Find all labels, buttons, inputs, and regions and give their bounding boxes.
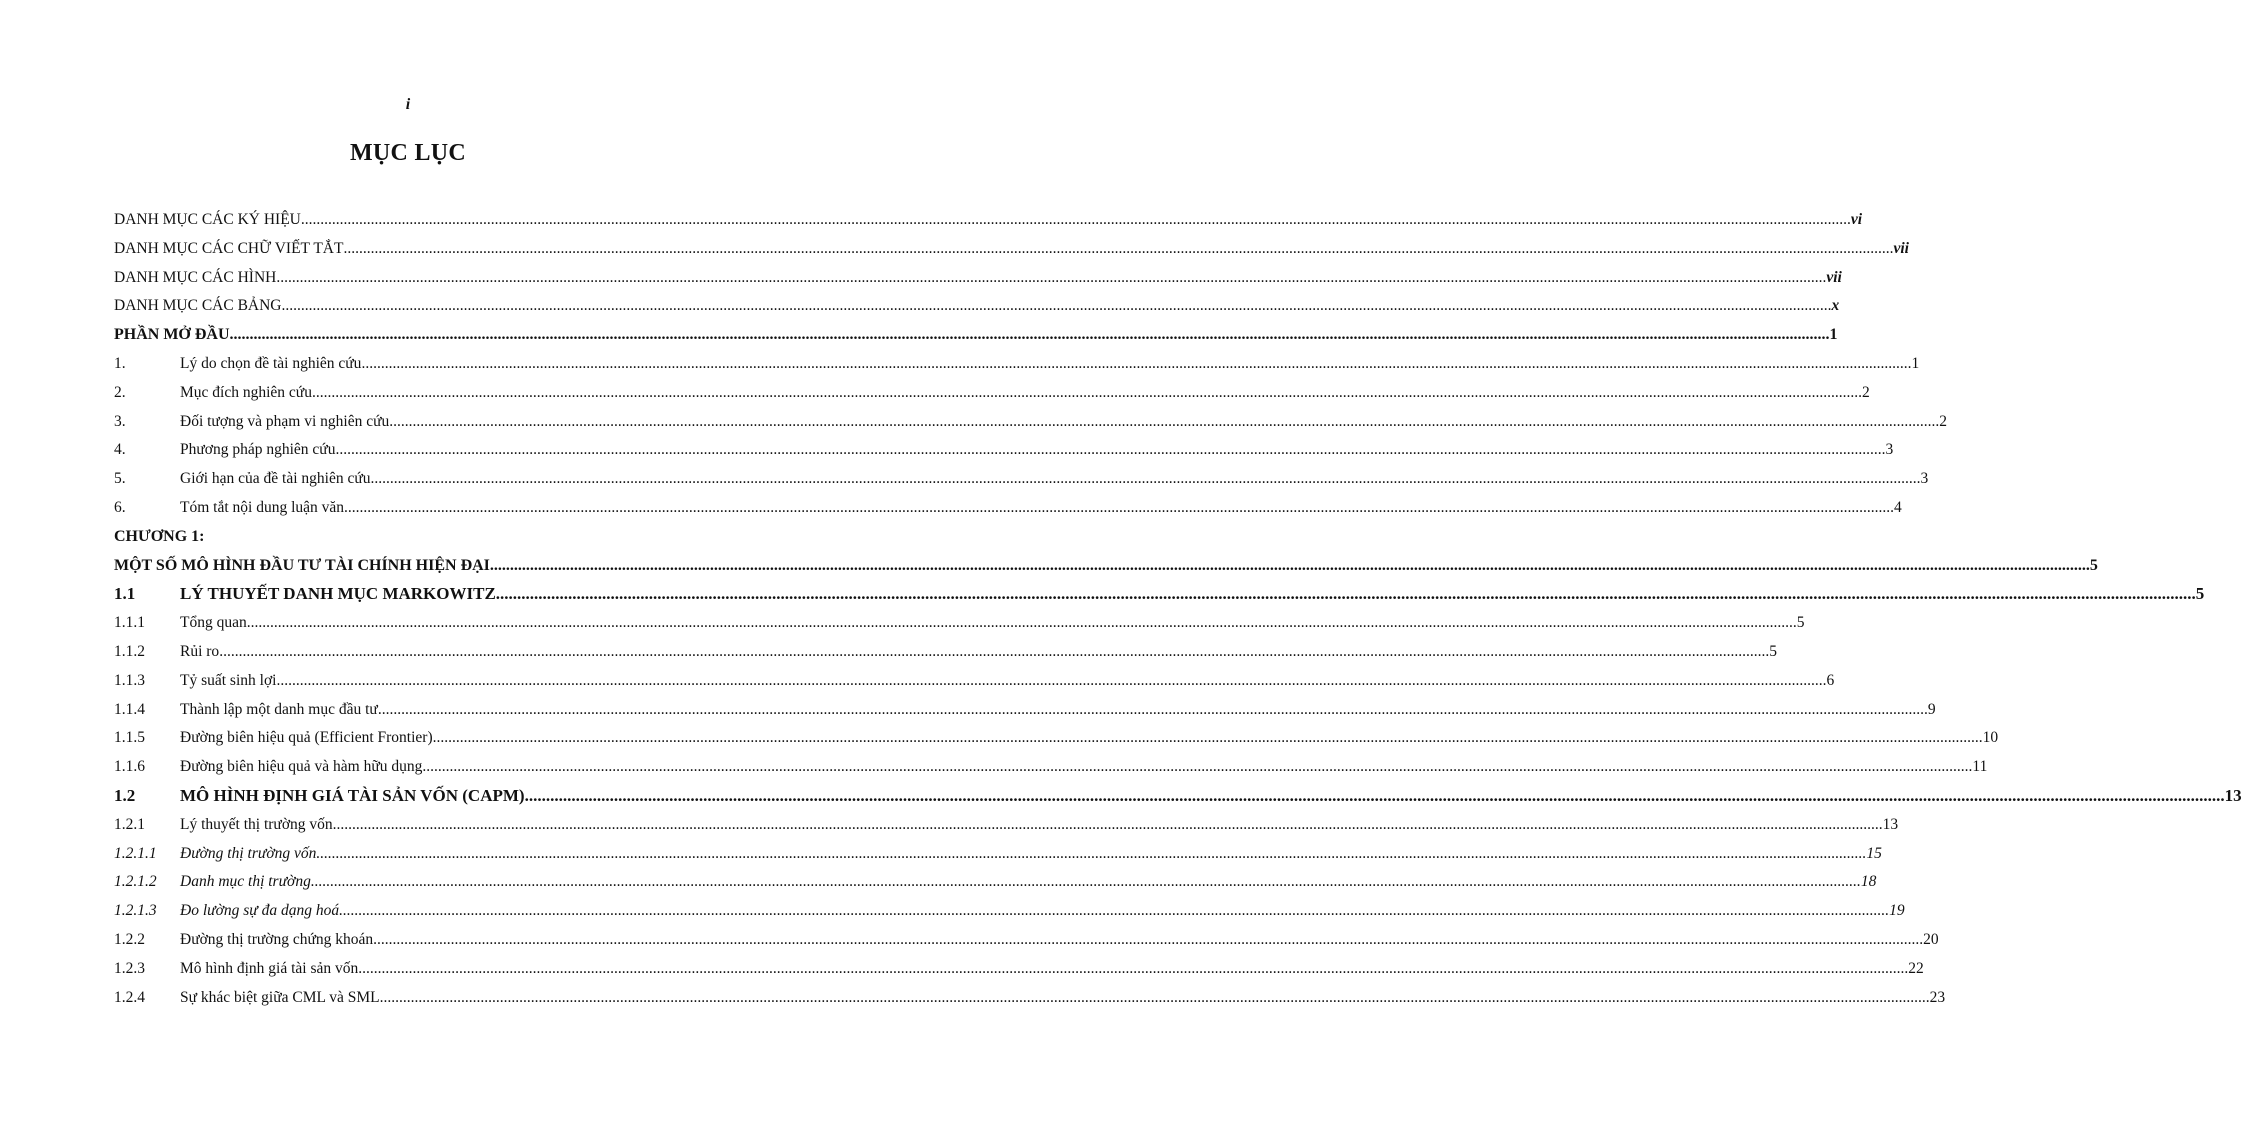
dot-leader: ................................................................................................................................................................................................................................................................................................................................................................................................................ [311, 383, 1862, 401]
toc-entry[interactable] [114, 724, 1999, 753]
toc-entry-page: vi [1850, 211, 1863, 228]
toc-entry-page: vii [1826, 268, 1842, 286]
toc-entry[interactable] [114, 235, 1909, 264]
toc-entry[interactable] [114, 840, 1882, 869]
toc-entry-number: 3. [114, 412, 126, 430]
toc-entry-label: Đường thị trường vốn [180, 844, 317, 862]
toc-entry-page: 2 [1861, 383, 1870, 401]
toc-entry-number: 1. [114, 354, 126, 372]
toc-entry-label: Thành lập một danh mục đầu tư [180, 700, 378, 718]
toc-entry[interactable] [114, 753, 1988, 782]
page-number: i [405, 96, 411, 113]
toc-entry[interactable] [114, 523, 728, 552]
toc-entry-label: DANH MỤC CÁC BẢNG [114, 297, 282, 315]
toc-entry-label: Tóm tắt nội dung luận văn [180, 498, 345, 516]
toc-entry-page: 15 [1866, 844, 1882, 862]
toc-entry-number: 1.2.3 [114, 959, 145, 977]
dot-leader: ................................................................................................................................................................................................................................................................................................................................................................................................................ [432, 729, 1983, 747]
toc-entry[interactable] [114, 321, 1838, 350]
toc-entry-label: Lý thuyết thị trường vốn [180, 815, 333, 833]
toc-entry[interactable] [114, 955, 1924, 984]
dot-leader: ................................................................................................................................................................................................................................................................................................................................................................................................................ [276, 268, 1827, 286]
toc-entry[interactable] [114, 379, 1870, 408]
dot-leader: ................................................................................................................................................................................................................................................................................................................................................................................................................ [361, 354, 1912, 372]
toc-entry-page: 1 [1911, 354, 1920, 372]
toc-entry-page: 5 [2195, 584, 2205, 604]
toc-entry-page: 5 [2089, 556, 2098, 574]
toc-entry-number: 1.1.5 [114, 729, 145, 747]
dot-leader: ................................................................................................................................................................................................................................................................................................................................................................................................................ [281, 297, 1832, 315]
toc-entry-number: 2. [114, 383, 126, 401]
dot-leader: ................................................................................................................................................................................................................................................................................................................................................................................................................ [377, 700, 1928, 718]
toc-entry-label: Đo lường sự đa dạng hoá [180, 902, 340, 920]
dot-leader: ................................................................................................................................................................................................................................................................................................................................................................................................................ [344, 498, 1895, 516]
toc-entry-label: Tổng quan [180, 614, 247, 632]
toc-entry[interactable] [114, 465, 1929, 494]
toc-entry-page: 19 [1889, 902, 1905, 920]
toc-entry[interactable] [114, 609, 1805, 638]
toc-entry[interactable] [114, 408, 1947, 437]
toc-entry-page: 23 [1929, 988, 1946, 1006]
toc-entry-page: 11 [1972, 758, 1988, 776]
dot-leader: ................................................................................................................................................................................................................................................................................................................................................................................................................ [300, 211, 1851, 228]
toc-entry[interactable] [114, 436, 1894, 465]
page-title: MỤC LỤC [349, 140, 467, 166]
toc-entry-number: 6. [114, 498, 126, 516]
dot-leader: ................................................................................................................................................................................................................................................................................................................................................................................................................ [495, 584, 2196, 604]
dot-leader: ................................................................................................................................................................................................................................................................................................................................................................................................................ [524, 785, 2225, 805]
toc-entry-label: Đường thị trường chứng khoán [180, 930, 374, 948]
toc-entry[interactable] [114, 897, 1905, 926]
toc-entry[interactable] [114, 984, 1946, 1013]
dot-leader: ................................................................................................................................................................................................................................................................................................................................................................................................................ [389, 412, 1940, 430]
toc-entry-page: 13 [1882, 815, 1899, 833]
toc-entry-page: 4 [1894, 498, 1902, 516]
toc-entry-page: 10 [1982, 729, 1999, 747]
dot-leader: ................................................................................................................................................................................................................................................................................................................................................................................................................ [316, 844, 1867, 862]
toc-entry-label: MÔ HÌNH ĐỊNH GIÁ TÀI SẢN VỐN (CAPM) [180, 785, 525, 805]
toc-entry[interactable] [114, 868, 1877, 897]
toc-entry-number: 1.1 [114, 584, 136, 604]
toc-entry[interactable] [114, 926, 1939, 955]
toc-entry-number: 1.2.4 [114, 988, 145, 1006]
toc-entry[interactable] [114, 696, 1936, 725]
toc-entry-label: Phương pháp nghiên cứu [180, 441, 336, 459]
toc-entry-page: 13 [2224, 785, 2242, 805]
toc-entry-label: PHẦN MỞ ĐẦU [114, 326, 230, 344]
dot-leader: ................................................................................................................................................................................................................................................................................................................................................................................................................ [246, 614, 1797, 632]
toc-entry[interactable] [114, 638, 1777, 667]
toc-entry-page: 22 [1908, 959, 1924, 977]
toc-entry[interactable] [114, 782, 2242, 811]
toc-entry-page: vii [1893, 239, 1909, 257]
toc-entry-number: 4. [114, 441, 126, 459]
toc-entry[interactable] [114, 552, 2098, 581]
toc-entry-label: Đối tượng và phạm vi nghiên cứu [180, 412, 390, 430]
toc-entry-label: DANH MỤC CÁC KÝ HIỆU [114, 211, 301, 228]
toc-entry-number: 1.1.3 [114, 671, 145, 689]
toc-entry-number: 1.1.1 [114, 614, 145, 632]
toc-entry[interactable] [114, 206, 1863, 235]
toc-entry-page: 5 [1769, 642, 1777, 660]
dot-leader: ................................................................................................................................................................................................................................................................................................................................................................................................................ [489, 556, 2090, 574]
toc-entry-page: 1 [1829, 326, 1838, 344]
dot-leader: ................................................................................................................................................................................................................................................................................................................................................................................................................ [373, 930, 1924, 948]
toc-entry-label: MỘT SỐ MÔ HÌNH ĐẦU TƯ TÀI CHÍNH HIỆN ĐẠI [114, 556, 490, 574]
toc-entry-number: 1.2.1.1 [114, 844, 157, 862]
toc-entry[interactable] [114, 811, 1899, 840]
toc-entry-page: 5 [1796, 614, 1805, 632]
dot-leader: ................................................................................................................................................................................................................................................................................................................................................................................................................ [219, 642, 1770, 660]
toc-entry-label: LÝ THUYẾT DANH MỤC MARKOWITZ [180, 584, 496, 604]
toc-entry-number: 1.2.1.3 [114, 902, 157, 920]
toc-entry-number: 1.2 [114, 785, 136, 805]
dot-leader: ................................................................................................................................................................................................................................................................................................................................................................................................................ [358, 959, 1909, 977]
dot-leader: ................................................................................................................................................................................................................................................................................................................................................................................................................ [370, 470, 1921, 488]
toc-entry-label: CHƯƠNG 1: [114, 527, 205, 545]
toc-entry-label: Mục đích nghiên cứu [180, 383, 312, 401]
toc-entry[interactable] [114, 292, 1840, 321]
toc-entry[interactable] [114, 494, 1902, 523]
table-of-contents [114, 206, 2242, 1012]
toc-entry-label: Đường biên hiệu quả (Efficient Frontier) [180, 729, 433, 747]
toc-entry-number: 1.2.2 [114, 930, 145, 948]
dot-leader: ................................................................................................................................................................................................................................................................................................................................................................................................................ [422, 758, 1973, 776]
toc-entry-page: 6 [1826, 671, 1835, 689]
toc-entry-label: Rủi ro [180, 642, 220, 660]
toc-entry-page: 3 [1885, 441, 1894, 459]
toc-entry-label: Danh mục thị trường [180, 873, 311, 891]
toc-entry-number: 5. [114, 470, 126, 488]
toc-entry-page: x [1831, 297, 1840, 315]
toc-entry[interactable] [114, 264, 1842, 293]
dot-leader: ................................................................................................................................................................................................................................................................................................................................................................................................................ [379, 988, 1930, 1006]
dot-leader: ................................................................................................................................................................................................................................................................................................................................................................................................................ [343, 239, 1894, 257]
toc-entry-label: Đường biên hiệu quả và hàm hữu dụng [180, 758, 423, 776]
toc-entry-number: 1.2.1 [114, 815, 145, 833]
dot-leader: ................................................................................................................................................................................................................................................................................................................................................................................................................ [339, 902, 1890, 920]
dot-leader: ................................................................................................................................................................................................................................................................................................................................................................................................................ [332, 815, 1883, 833]
toc-entry-page: 9 [1927, 700, 1936, 718]
dot-leader: ................................................................................................................................................................................................................................................................................................................................................................................................................ [276, 671, 1827, 689]
dot-leader: ................................................................................................................................................................................................................................................................................................................................................................................................................ [335, 441, 1886, 459]
toc-entry-label: DANH MỤC CÁC CHỮ VIẾT TẮT [114, 239, 344, 257]
toc-entry-number: 1.1.6 [114, 758, 145, 776]
toc-entry-number: 1.1.4 [114, 700, 145, 718]
toc-entry[interactable] [114, 350, 1920, 379]
toc-entry-label: Sự khác biệt giữa CML và SML [180, 988, 380, 1006]
dot-leader: ................................................................................................................................................................................................................................................................................................................................................................................................................ [310, 873, 1861, 891]
toc-entry[interactable] [114, 580, 2205, 609]
toc-entry[interactable] [114, 667, 1835, 696]
toc-entry-label: Lý do chọn đề tài nghiên cứu [180, 354, 362, 372]
toc-entry-page: 2 [1939, 412, 1947, 430]
toc-entry-page: 3 [1920, 470, 1929, 488]
toc-entry-number: 1.2.1.2 [114, 873, 157, 891]
toc-entry-label: Tỷ suất sinh lợi [180, 671, 277, 689]
toc-entry-number: 1.1.2 [114, 642, 145, 660]
toc-entry-page: 18 [1860, 873, 1877, 891]
toc-entry-label: Mô hình định giá tài sản vốn [180, 959, 359, 977]
toc-entry-label: Giới hạn của đề tài nghiên cứu [180, 470, 371, 488]
toc-entry-label: DANH MỤC CÁC HÌNH [114, 268, 277, 286]
toc-entry-page: 20 [1923, 930, 1939, 948]
dot-leader: ................................................................................................................................................................................................................................................................................................................................................................................................................ [229, 326, 1830, 344]
